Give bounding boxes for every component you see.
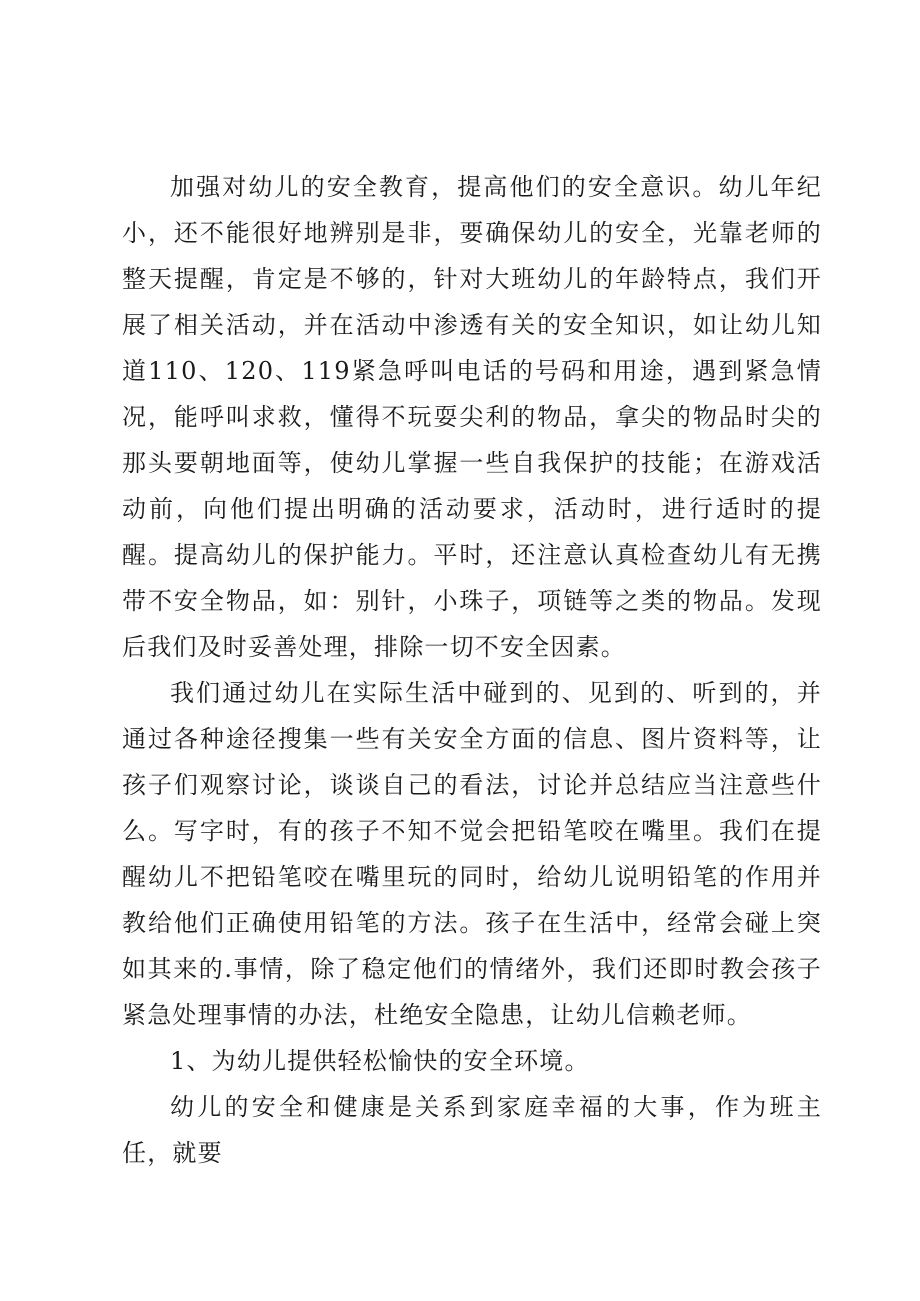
paragraph-safety-education: 加强对幼儿的安全教育，提高他们的安全意识。幼儿年纪小，还不能很好地辨别是非，要确保幼儿的安全，光靠老师的整天提醒，肯定是不够的，针对大班幼儿的年龄特点，我们开展了相关活动，并在活动中渗透有关的安全知识，如让幼儿知道110、120、119紧急呼叫电话的号码和用途，遇到紧急情况，能呼叫求救，懂得不玩耍尖利的物品，拿尖的物品时尖的那头要朝地面等，使幼儿掌握一些自我保护的技能；在游戏活动前，向他们提出明确的活动要求，活动时，进行适时的提醒。提高幼儿的保护能力。平时，还注意认真检查幼儿有无携带不安全物品，如：别针，小珠子，项链等之类的物品。发现后我们及时妥善处理，排除一切不安全因素。 bbox=[122, 173, 822, 661]
paragraph-real-life-experience: 我们通过幼儿在实际生活中碰到的、见到的、听到的，并通过各种途径搜集一些有关安全方面的信息、图片资料等，让孩子们观察讨论，谈谈自己的看法，讨论并总结应当注意些什么。写字时，有的孩子不知不觉会把铅笔咬在嘴里。我们在提醒幼儿不把铅笔咬在嘴里玩的同时，给幼儿说明铅笔的作用并教给他们正确使用铅笔的方法。孩子在生活中，经常会碰上突如其来的.事情，除了稳定他们的情绪外，我们还即时教会孩子紧急处理事情的办法，杜绝安全隐患，让幼儿信赖老师。 bbox=[122, 679, 822, 1029]
document-body bbox=[122, 164, 822, 1176]
paragraph-child-safety-health: 幼儿的安全和健康是关系到家庭幸福的大事，作为班主任，就要 bbox=[122, 1093, 822, 1167]
section-heading-safe-environment: 1、为幼儿提供轻松愉快的安全环境。 bbox=[170, 1047, 590, 1075]
